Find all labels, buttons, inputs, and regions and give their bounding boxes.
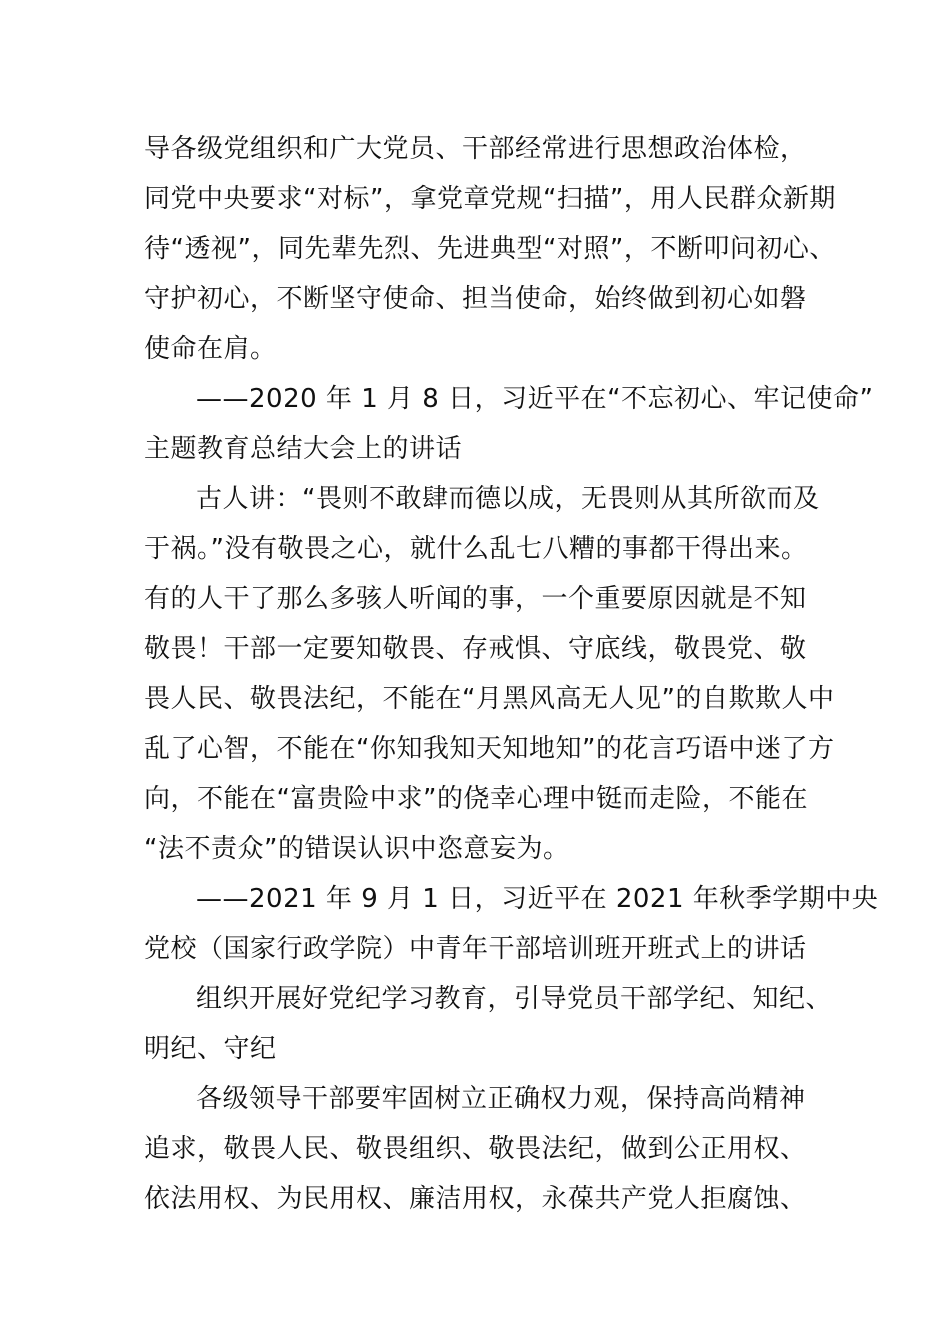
text-line: 各级领导干部要牢固树立正确权力观，保持高尚精神 <box>196 1084 806 1114</box>
text-line: 导各级党组织和广大党员、干部经常进行思想政治体检， <box>144 134 807 164</box>
text-line: 畏人民、敬畏法纪，不能在“月黑风高无人见”的自欺欺人中 <box>144 684 835 714</box>
text-line: 依法用权、为民用权、廉洁用权，永葆共产党人拒腐蚀、 <box>144 1184 807 1214</box>
citation-line: ——2021 年 9 月 1 日，习近平在 2021 年秋季学期中央 <box>196 884 879 914</box>
text-line: 使命在肩。 <box>144 334 277 364</box>
text-line: 古人讲：“畏则不敢肆而德以成，无畏则从其所欲而及 <box>196 484 820 514</box>
text-line: 守护初心，不断坚守使命、担当使命，始终做到初心如磐 <box>144 284 807 314</box>
text-line: 敬畏！干部一定要知敬畏、存戒惧、守底线，敬畏党、敬 <box>144 634 807 664</box>
text-line: 组织开展好党纪学习教育，引导党员干部学纪、知纪、 <box>196 984 833 1014</box>
text-line: 追求，敬畏人民、敬畏组织、敬畏法纪，做到公正用权、 <box>144 1134 807 1164</box>
citation-line: ——2020 年 1 月 8 日，习近平在“不忘初心、牢记使命” <box>196 384 874 414</box>
text-line: 于祸。”没有敬畏之心，就什么乱七八糟的事都干得出来。 <box>144 534 808 564</box>
citation-line: 主题教育总结大会上的讲话 <box>144 434 463 464</box>
text-line: 乱了心智，不能在“你知我知天知地知”的花言巧语中迷了方 <box>144 734 835 764</box>
text-line: 明纪、守纪 <box>144 1034 277 1064</box>
text-line: 向，不能在“富贵险中求”的侥幸心理中铤而走险，不能在 <box>144 784 808 814</box>
citation-line: 党校（国家行政学院）中青年干部培训班开班式上的讲话 <box>144 934 807 964</box>
text-line: 待“透视”，同先辈先烈、先进典型“对照”，不断叩问初心、 <box>144 234 836 264</box>
document-body <box>144 124 879 1224</box>
text-line: “法不责众”的错误认识中恣意妄为。 <box>144 834 570 864</box>
text-line: 同党中央要求“对标”，拿党章党规“扫描”，用人民群众新期 <box>144 184 836 214</box>
text-line: 有的人干了那么多骇人听闻的事，一个重要原因就是不知 <box>144 584 807 614</box>
